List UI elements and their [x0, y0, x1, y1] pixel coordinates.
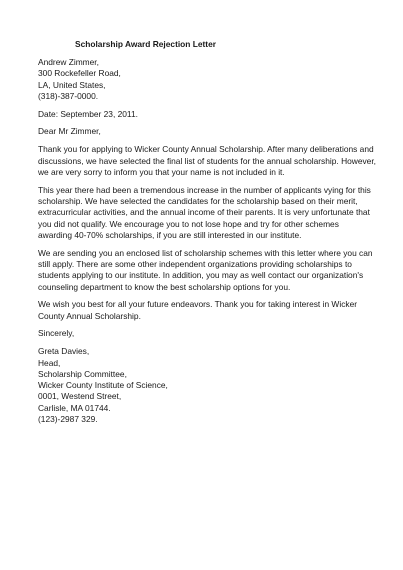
- paragraph-line: County Annual Scholarship.: [38, 310, 141, 321]
- paragraph-4: [38, 299, 383, 322]
- paragraph-line: discussions, we have selected the final list of students for the annual scholarship. However,: [38, 155, 376, 166]
- letter-date: [38, 109, 383, 120]
- recipient-address: [38, 57, 383, 102]
- signer-title-line: Head,: [38, 357, 61, 368]
- paragraph-line: we are very sorry to inform you that your name is not included in it.: [38, 166, 285, 177]
- recipient-city-line: LA, United States,: [38, 79, 106, 90]
- paragraph-line: still apply. There are some other independent organizations providing scholarships to: [38, 258, 352, 269]
- paragraph-line: counseling department to know the best scholarship options for you.: [38, 281, 291, 292]
- signer-street-line: 0001, Westend Street,: [38, 391, 122, 402]
- signer-department-line: Scholarship Committee,: [38, 368, 127, 379]
- signer-city-line: Carlisle, MA 01744.: [38, 402, 111, 413]
- paragraph-3: [38, 248, 383, 293]
- closing: [38, 328, 383, 339]
- signature-block: [38, 346, 383, 425]
- letter-title: Scholarship Award Rejection Letter: [75, 39, 217, 49]
- paragraph-line: students applying to our institute. In addition, you may as well contact our organization's: [38, 270, 364, 281]
- signer-name-line: Greta Davies,: [38, 346, 90, 357]
- paragraph-1: [38, 144, 383, 178]
- signer-organization-line: Wicker County Institute of Science,: [38, 380, 168, 391]
- paragraph-line: you did not qualify. We encourage you to not lose hope and try for other schemes: [38, 218, 339, 229]
- paragraph-line: We wish you best for all your future endeavors. Thank you for taking interest in Wicker: [38, 299, 358, 310]
- recipient-phone-line: (318)-387-0000.: [38, 90, 99, 101]
- salutation: [38, 126, 383, 137]
- date-line: Date: September 23, 2011.: [38, 108, 138, 119]
- paragraph-line: We are sending you an enclosed list of scholarship schemes with this letter where you can: [38, 247, 373, 258]
- recipient-street-line: 300 Rockefeller Road,: [38, 68, 121, 79]
- paragraph-line: scholarship. We have selected the candidates for the scholarship based on their merit,: [38, 195, 358, 206]
- paragraph-line: awarding 40-70% scholarships, if you are still interested in our institute.: [38, 229, 302, 240]
- paragraph-line: extracurricular activities, and the annual income of their parents. It is very unfortunate that: [38, 207, 370, 218]
- salutation-line: Dear Mr Zimmer,: [38, 126, 101, 137]
- paragraph-line: Thank you for applying to Wicker County Annual Scholarship. After many deliberations and: [38, 144, 374, 155]
- closing-line: Sincerely,: [38, 328, 75, 339]
- recipient-name-line: Andrew Zimmer,: [38, 57, 99, 67]
- letter-body: [38, 57, 383, 432]
- paragraph-line: This year there had been a tremendous increase in the number of applicants vying for this: [38, 184, 371, 195]
- paragraph-2: [38, 185, 383, 241]
- signer-phone-line: (123)-2987 329.: [38, 414, 98, 425]
